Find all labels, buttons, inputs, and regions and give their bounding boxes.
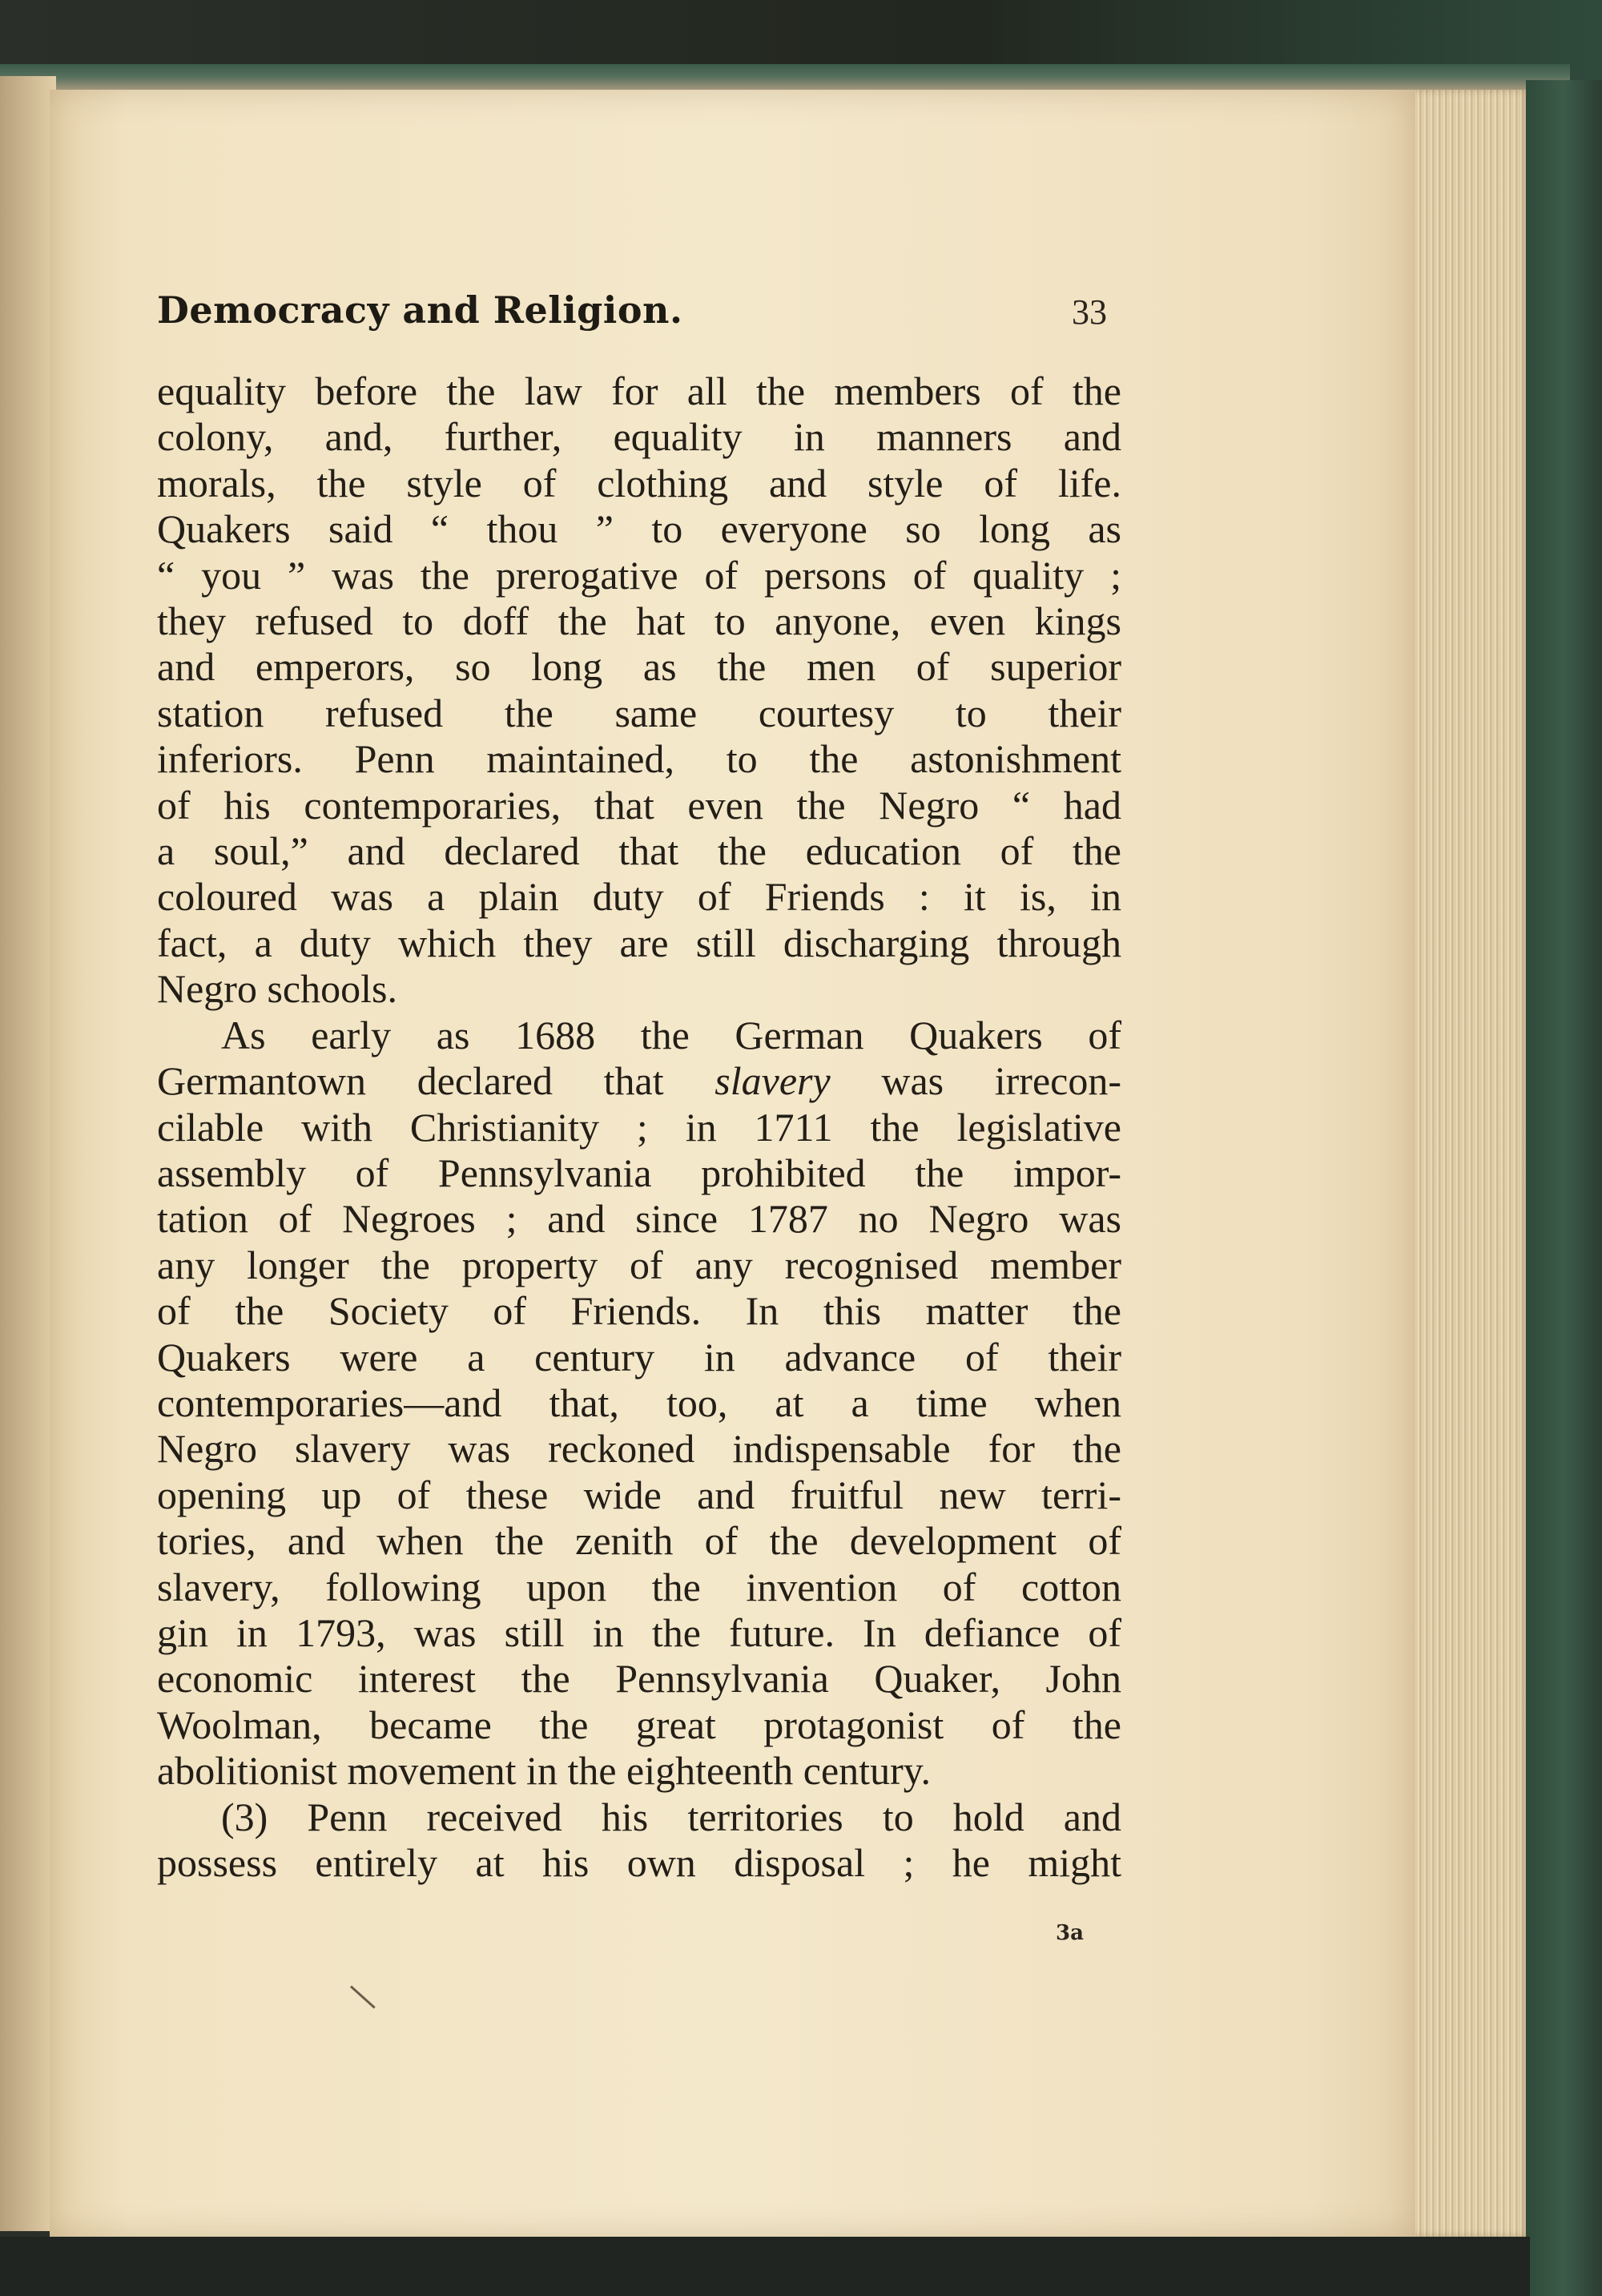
signature-mark: 3a bbox=[1056, 1921, 1084, 1945]
text-line: abolitionist movement in the eighteenth century. bbox=[157, 1748, 931, 1794]
text-line: tories, and when the zenith of the development of bbox=[157, 1518, 1121, 1564]
text-line: station refused the same courtesy to their bbox=[157, 690, 1121, 735]
bottom-shadow bbox=[0, 2237, 1530, 2296]
text-line: contemporaries—and that, too, at a time when bbox=[157, 1380, 1121, 1425]
text-line: (3) Penn received his territories to hold and bbox=[221, 1794, 1121, 1839]
text-line: slavery, following upon the invention of cotton bbox=[157, 1564, 1121, 1609]
text-line: possess entirely at his own disposal ; he might bbox=[157, 1840, 1121, 1885]
emphasis-slavery: slavery bbox=[714, 1058, 831, 1104]
paragraph-2 bbox=[157, 1013, 1121, 1795]
text-line: and emperors, so long as the men of superior bbox=[157, 644, 1121, 690]
text-line: colony, and, further, equality in manners and bbox=[157, 414, 1121, 460]
running-title: Democracy and Religion. bbox=[157, 288, 683, 332]
text-line: Quakers said “ thou ” to everyone so long as bbox=[157, 506, 1121, 552]
page-edges bbox=[1410, 90, 1530, 2237]
page-number: 33 bbox=[1072, 292, 1107, 332]
text-line: of his contemporaries, that even the Negro “ had bbox=[157, 782, 1121, 828]
text-line: Quakers were a century in advance of their bbox=[157, 1334, 1121, 1380]
paragraph-3 bbox=[157, 1795, 1121, 1887]
text-line: Negro schools. bbox=[157, 966, 397, 1012]
text-line: any longer the property of any recognised member bbox=[157, 1242, 1121, 1287]
text-line: tation of Negroes ; and since 1787 no Negro was bbox=[157, 1196, 1121, 1242]
text-line: economic interest the Pennsylvania Quaker, John bbox=[157, 1656, 1121, 1702]
text-line: Negro slavery was reckoned indispensable for the bbox=[157, 1426, 1121, 1472]
text-line: a soul,” and declared that the education of the bbox=[157, 828, 1121, 874]
text-line: assembly of Pennsylvania prohibited the impor- bbox=[157, 1150, 1121, 1195]
text-line: equality before the law for all the members of the bbox=[157, 369, 1121, 413]
text-line: morals, the style of clothing and style of life. bbox=[157, 460, 1121, 506]
text-line: fact, a duty which they are still discharging through bbox=[157, 920, 1121, 965]
running-head bbox=[157, 288, 1107, 344]
text-line: inferiors. Penn maintained, to the astonishment bbox=[157, 736, 1121, 782]
text-line: opening up of these wide and fruitful new terri- bbox=[157, 1472, 1121, 1517]
text-line: they refused to doff the hat to anyone, even kings bbox=[157, 598, 1121, 644]
text-line: Woolman, became the great protagonist of the bbox=[157, 1702, 1121, 1747]
paragraph-1 bbox=[157, 369, 1121, 1013]
text-line: of the Society of Friends. In this matter the bbox=[157, 1288, 1121, 1334]
text-line: gin in 1793, was still in the future. In defiance of bbox=[157, 1609, 1121, 1655]
text-line: cilable with Christianity ; in 1711 the legislative bbox=[157, 1104, 1121, 1150]
facing-page-edge bbox=[0, 76, 56, 2231]
body-text bbox=[157, 369, 1121, 1886]
back-board bbox=[1526, 80, 1602, 2296]
text-line: “ you ” was the prerogative of persons of quality ; bbox=[157, 552, 1121, 598]
text-line: As early as 1688 the German Quakers of bbox=[221, 1012, 1121, 1057]
text-line: Germantown declared that slavery was irrecon- bbox=[157, 1058, 1121, 1104]
text-line: coloured was a plain duty of Friends : it is, in bbox=[157, 874, 1121, 920]
